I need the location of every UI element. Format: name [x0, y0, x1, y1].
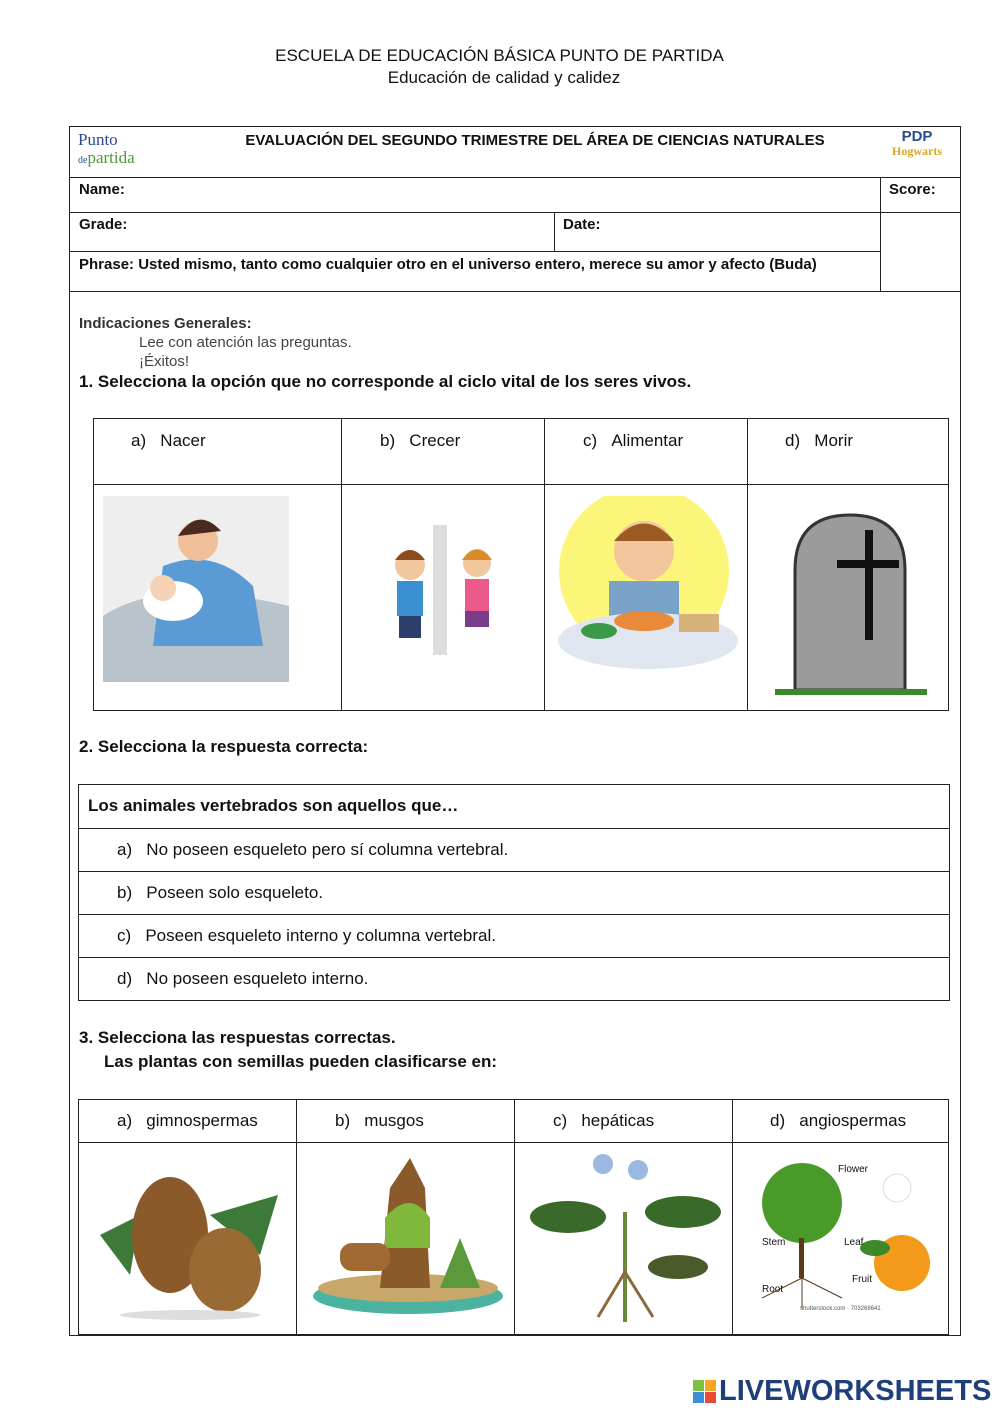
divider	[78, 914, 950, 915]
divider	[544, 418, 545, 711]
q2-option-c[interactable]	[117, 926, 496, 946]
moss-image	[310, 1158, 505, 1318]
option-text: No poseen esqueleto interno.	[146, 969, 369, 988]
divider	[296, 1099, 297, 1335]
q2-option-b[interactable]	[117, 883, 323, 903]
divider	[732, 1099, 733, 1335]
option-letter: b)	[380, 431, 396, 450]
option-text: hepáticas	[581, 1111, 655, 1130]
question-3-sub: Las plantas con semillas pueden clasificarse en:	[104, 1052, 498, 1071]
question-1: 1. Selecciona la opción que no corresponde al ciclo vital de los seres vivos.	[79, 372, 692, 391]
q3-option-a[interactable]	[117, 1111, 258, 1131]
label-root: Root	[762, 1284, 784, 1295]
hogwarts-logo: PDP Hogwarts	[892, 128, 942, 158]
option-letter: c)	[553, 1111, 568, 1130]
option-letter: b)	[335, 1111, 351, 1130]
question-3: 3. Selecciona las respuestas correctas.	[79, 1028, 396, 1047]
school-motto: Educación de calidad y calidez	[387, 68, 621, 87]
children-growing-image	[385, 525, 505, 660]
q2-option-a[interactable]	[117, 840, 508, 860]
name-label: Name:	[79, 181, 125, 198]
question-2: 2. Selecciona la respuesta correcta:	[79, 737, 369, 756]
phrase: Phrase: Usted mismo, tanto como cualquier otro en el universo entero, merece su amor y afecto (Buda)	[79, 256, 817, 273]
divider	[554, 212, 555, 251]
divider	[880, 177, 881, 291]
option-text: No poseen esqueleto pero sí columna vertebral.	[146, 840, 509, 859]
angiosperm-diagram	[742, 1158, 940, 1328]
q3-option-d[interactable]	[770, 1111, 906, 1131]
option-text: Poseen esqueleto interno y columna vertebral.	[145, 926, 496, 945]
date-label: Date:	[563, 216, 601, 233]
mother-baby-image	[103, 496, 289, 682]
divider	[93, 484, 949, 485]
q1-option-a[interactable]	[131, 431, 206, 451]
liveworksheets-logo	[693, 1375, 991, 1408]
option-text: Poseen solo esqueleto.	[146, 883, 324, 902]
instructions-line: ¡Éxitos!	[139, 353, 190, 370]
option-letter: c)	[583, 431, 598, 450]
divider	[78, 871, 950, 872]
option-text: Alimentar	[611, 431, 684, 450]
boy-eating-image	[554, 496, 742, 676]
exam-title: EVALUACIÓN DEL SEGUNDO TRIMESTRE DEL ÁREA DE CIENCIAS NATURALES	[245, 132, 825, 149]
q3-option-c[interactable]	[553, 1111, 654, 1131]
option-letter: a)	[117, 840, 133, 859]
image-credit: shutterstock.com · 703268641	[800, 1306, 881, 1312]
divider	[69, 291, 961, 292]
divider	[78, 957, 950, 958]
option-text: Nacer	[160, 431, 206, 450]
divider	[78, 828, 950, 829]
divider	[69, 212, 961, 213]
option-letter: b)	[117, 883, 133, 902]
instructions-title: Indicaciones Generales:	[79, 315, 252, 332]
option-letter: d)	[770, 1111, 786, 1130]
option-letter: a)	[131, 431, 147, 450]
option-text: Morir	[814, 431, 854, 450]
school-logo: Punto departida	[78, 130, 135, 167]
label-leaf: Leaf	[844, 1237, 864, 1248]
option-text: gimnospermas	[146, 1111, 258, 1130]
liverwort-image	[528, 1152, 723, 1322]
q2-option-d[interactable]	[117, 969, 368, 989]
option-text: angiospermas	[799, 1111, 907, 1130]
divider	[341, 418, 342, 711]
q2-stem: Los animales vertebrados son aquellos que…	[88, 796, 459, 815]
divider	[69, 251, 880, 252]
option-letter: d)	[785, 431, 801, 450]
option-text: Crecer	[409, 431, 461, 450]
brand-text: LIVEWORKSHEETS	[719, 1375, 992, 1407]
option-letter: a)	[117, 1111, 133, 1130]
pinecones-image	[100, 1175, 278, 1320]
label-flower: Flower	[838, 1164, 869, 1175]
label-stem: Stem	[762, 1237, 786, 1248]
q1-option-c[interactable]	[583, 431, 683, 451]
instructions-line: Lee con atención las preguntas.	[139, 334, 352, 351]
q1-option-d[interactable]	[785, 431, 853, 451]
label-fruit: Fruit	[852, 1274, 872, 1285]
grade-label: Grade:	[79, 216, 128, 233]
score-label: Score:	[889, 181, 936, 198]
option-letter: d)	[117, 969, 133, 988]
tombstone-image	[775, 510, 927, 696]
liveworksheets-icon	[693, 1380, 716, 1403]
q3-option-b[interactable]	[335, 1111, 424, 1131]
divider	[69, 177, 961, 178]
divider	[514, 1099, 515, 1335]
option-text: musgos	[364, 1111, 424, 1130]
school-name: ESCUELA DE EDUCACIÓN BÁSICA PUNTO DE PARTIDA	[275, 46, 724, 65]
q1-option-b[interactable]	[380, 431, 460, 451]
divider	[747, 418, 748, 711]
option-letter: c)	[117, 926, 132, 945]
